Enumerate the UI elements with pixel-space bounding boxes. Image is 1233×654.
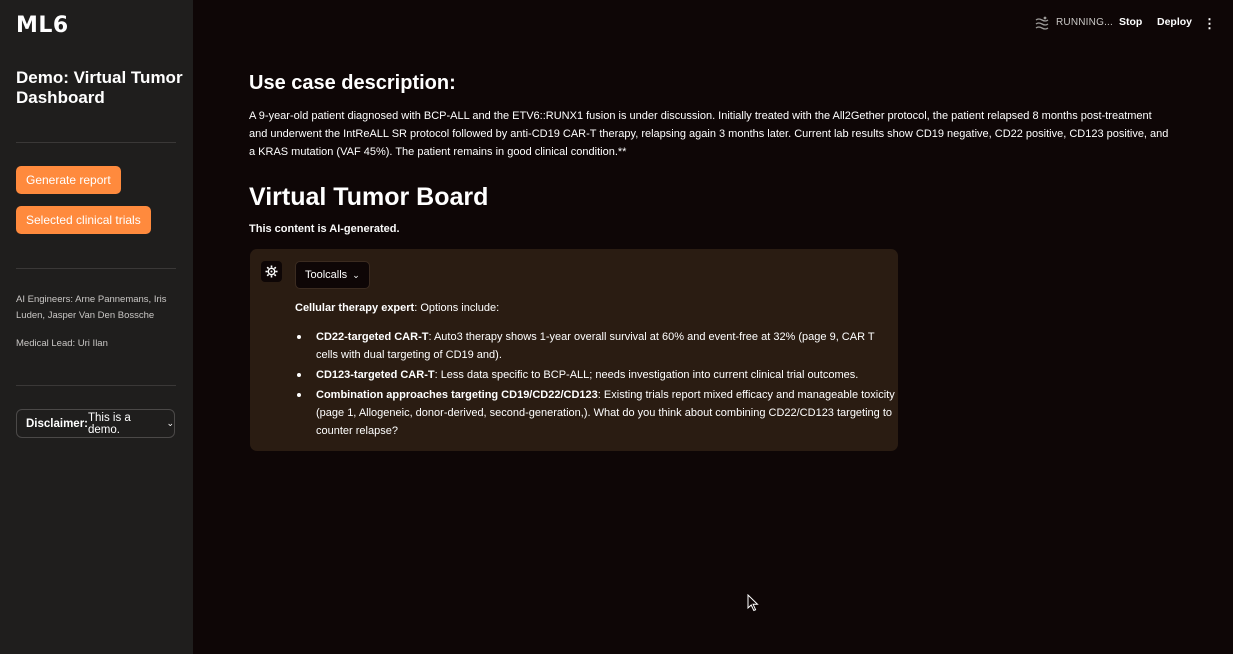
usecase-heading: Use case description: (249, 72, 456, 94)
expert-intro-text: : Options include: (414, 302, 500, 314)
selected-clinical-trials-button[interactable]: Selected clinical trials (16, 206, 151, 234)
chevron-down-icon: ⌄ (352, 269, 360, 280)
option-text: : Existing trials report mixed efficacy and manageable toxicity (page 1, Allogeneic, donor-derived, second-generation,). What do you think about combining CD22/CD123 targeting to counter relapse? (316, 389, 895, 437)
running-icon (1035, 16, 1049, 30)
sidebar-title: Demo: Virtual Tumor Dashboard (16, 68, 183, 107)
list-item (295, 328, 895, 364)
disclaimer-text: This is a demo. (88, 411, 131, 436)
sidebar-divider (16, 142, 176, 143)
expert-intro (295, 302, 499, 314)
chat-message (250, 249, 898, 451)
ai-generated-note: This content is AI-generated. (249, 223, 400, 235)
chevron-down-icon: ⌄ (166, 418, 174, 428)
medical-lead-credit: Medical Lead: Uri Ilan (16, 338, 108, 349)
sidebar (0, 0, 193, 654)
option-text: : Auto3 therapy shows 1-year overall survival at 60% and event-free at 32% (page 9, CAR T cells with dual targeting of CD19 and). (316, 331, 875, 361)
list-item (295, 386, 895, 440)
expert-label: Cellular therapy expert (295, 302, 415, 314)
deploy-button[interactable]: Deploy (1157, 16, 1193, 28)
option-title: CD123-targeted CAR-T (316, 369, 435, 381)
toolcalls-expander[interactable] (295, 261, 370, 289)
list-item (295, 366, 895, 384)
stop-button[interactable]: Stop (1119, 16, 1143, 28)
option-title: CD22-targeted CAR-T (316, 331, 429, 343)
usecase-description: A 9-year-old patient diagnosed with BCP-ALL and the ETV6::RUNX1 fusion is under discussion. Initially treated with the All2Gether protocol, the patient relapsed 8 months post-treatment and underwent the IntReALL SR protocol followed by anti-CD19 CAR-T therapy, relapsing again 3 months later. Current lab results show CD19 negative, CD22 positive, CD123 positive, and a KRAS mutation (VAF 45%). The patient remains in good clinical condition.** (249, 110, 1169, 158)
options-list (295, 328, 895, 442)
running-status: RUNNING... (1056, 17, 1113, 28)
gear-icon (265, 265, 278, 278)
disclaimer-expander[interactable] (16, 409, 175, 438)
option-title: Combination approaches targeting CD19/CD22/CD123 (316, 389, 598, 401)
disclaimer-label: Disclaimer: (26, 417, 89, 430)
mouse-cursor-icon (747, 594, 759, 612)
ml6-logo: ML6 (16, 13, 69, 38)
sidebar-divider (16, 385, 176, 386)
generate-report-button[interactable]: Generate report (16, 166, 121, 194)
sidebar-divider (16, 268, 176, 269)
toolcalls-label: Toolcalls (305, 269, 348, 281)
board-heading: Virtual Tumor Board (249, 183, 489, 211)
option-text: : Less data specific to BCP-ALL; needs investigation into current clinical trial outcomes. (434, 369, 859, 381)
assistant-avatar (261, 261, 282, 282)
kebab-menu-icon[interactable]: ⋮ (1203, 16, 1216, 31)
engineers-credit: AI Engineers: Arne Pannemans, Iris Luden, Jasper Van Den Bossche (16, 294, 167, 321)
